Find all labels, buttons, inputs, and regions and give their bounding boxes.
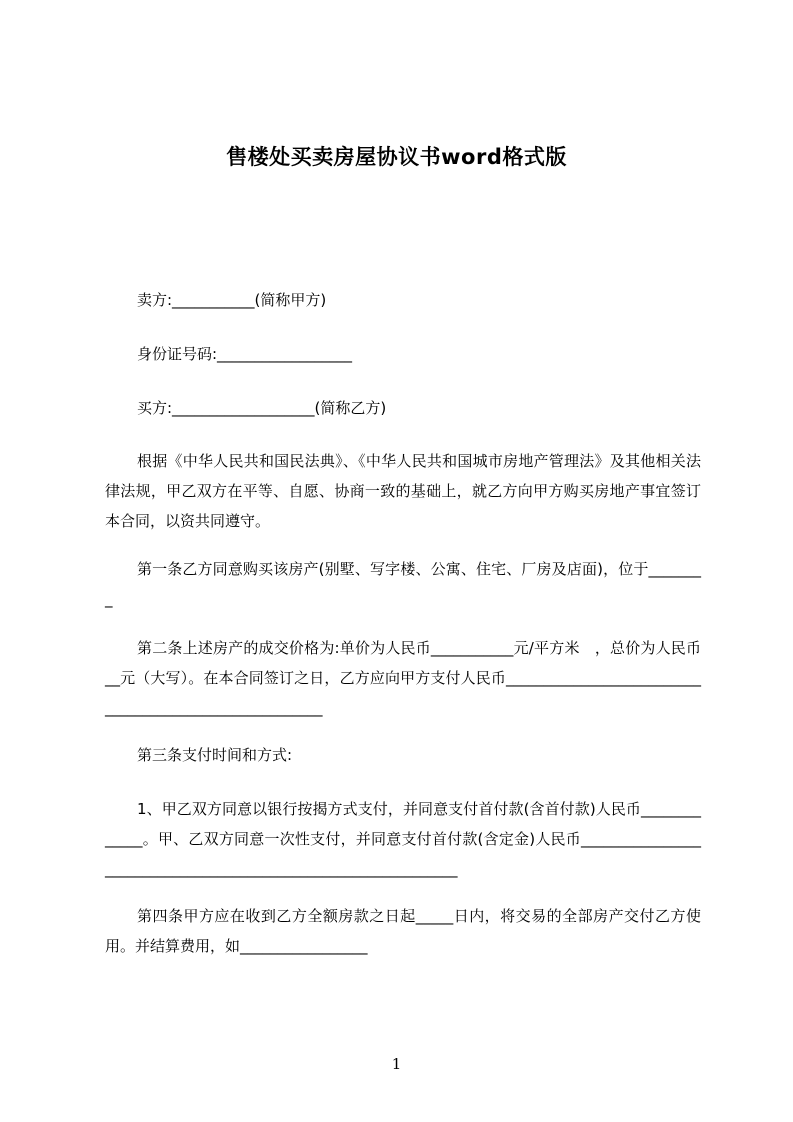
buyer-line: 买方:___________________(简称乙方) — [137, 399, 387, 417]
article-1-paragraph: 第一条乙方同意购买该房产(别墅、写字楼、公寓、住宅、厂房及店面)，位于________ — [105, 560, 701, 608]
article-2-paragraph: 第二条上述房产的成交价格为:单价为人民币___________元/平方米 ，总价为人民币__元（大写）。在本合同签订之日，乙方应向甲方支付人民币_______________________________________________________ — [105, 639, 701, 717]
preamble-paragraph: 根据《中华人民共和国民法典》、《中华人民共和国城市房地产管理法》及其他相关法律法规，甲乙双方在平等、自愿、协商一致的基础上，就乙方向甲方购买房地产事宜签订本合同，以资共同遵守。 — [105, 452, 701, 530]
id-number-line: 身份证号码:__________________ — [137, 345, 353, 363]
document-title: 售楼处买卖房屋协议书word格式版 — [226, 145, 567, 169]
article-3-item-1: 1、甲乙双方同意以银行按揭方式支付，并同意支付首付款(含首付款)人民币_____________。甲、乙双方同意一次性支付，并同意支付首付款(含定金)人民币_______________________________________________________________ — [105, 800, 701, 878]
article-4-paragraph: 第四条甲方应在收到乙方全额房款之日起_____日内，将交易的全部房产交付乙方使用。并结算费用，如_________________ — [105, 907, 701, 955]
seller-line: 卖方:___________(简称甲方) — [137, 291, 327, 309]
page-number: 1 — [391, 1055, 402, 1073]
article-3-heading: 第三条支付时间和方式: — [137, 746, 293, 764]
